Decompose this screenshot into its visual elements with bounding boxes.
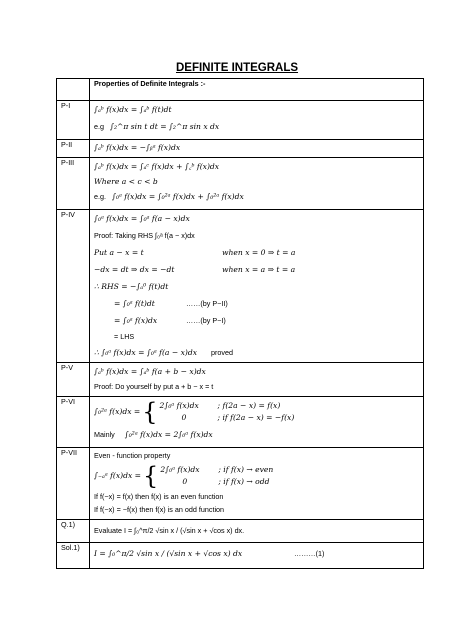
table-row: [57, 520, 424, 543]
property-body: [90, 210, 424, 363]
question-label: Q.1): [57, 520, 90, 543]
table-header-row: [57, 79, 424, 101]
property-body: [90, 158, 424, 210]
property-label: P-III: [57, 158, 90, 210]
step-formula: = LHS: [114, 332, 135, 342]
table-row: [57, 158, 424, 210]
step-formula: = ∫₀ᵃ f(x)dx: [114, 315, 158, 325]
property-body: [90, 448, 424, 520]
property-label: P-II: [57, 140, 90, 158]
table-row: [57, 363, 424, 397]
table-row: [57, 210, 424, 363]
property-label: P-I: [57, 101, 90, 140]
proved-label: proved: [211, 348, 233, 358]
property-label: P-VII: [57, 448, 90, 520]
formula: ∫ₐᵇ f(x)dx = −∫ᵦᵃ f(x)dx: [94, 143, 181, 153]
case-condition: ; if f(x) → odd: [218, 477, 270, 487]
document-title: DEFINITE INTEGRALS: [175, 62, 299, 74]
case-condition: ; f(2a − x) = f(x): [217, 401, 281, 411]
solution-formula: I = ∫₀^π/2 √sin x / (√sin x + √cos x) dx: [94, 549, 243, 559]
odd-definition: If f(−x) = −f(x) then f(x) is an odd function: [94, 504, 225, 514]
property-label: P-VI: [57, 397, 90, 448]
example-label: e.g.: [94, 192, 106, 202]
property-body: [90, 363, 424, 397]
differential-step: −dx = dt ⇒ dx = −dt: [94, 264, 175, 274]
proof-line: Proof: Taking RHS ∫₀ᵃ f(a − x)dx: [94, 230, 195, 240]
property-body: [90, 101, 424, 140]
piecewise-lhs: ∫₋ₐᵃ f(x)dx =: [94, 471, 142, 481]
case-condition: ; if f(x) → even: [218, 465, 274, 475]
table-row: [57, 448, 424, 520]
equation-tag: ………(1): [294, 549, 325, 559]
formula: ∫ₐᵇ f(x)dx = ∫ₐᶜ f(x)dx + ∫꜀ᵇ f(x)dx: [94, 161, 220, 171]
rhs-line: ∴ RHS = −∫ₐ⁰ f(t)dt: [94, 281, 169, 291]
question-body: [90, 520, 424, 543]
formula: ∫ₐᵇ f(x)dx = ∫ₐᵇ f(a + b − x)dx: [94, 366, 206, 376]
table-header: Properties of Definite Integrals :-: [90, 79, 424, 101]
step-formula: = ∫₀ᵃ f(t)dt: [114, 298, 155, 308]
example-label: e.g: [94, 121, 104, 131]
substitution: Put a − x = t: [94, 247, 144, 257]
mainly-label: Mainly: [94, 430, 115, 440]
limit-note: when x = 0 ⇒ t = a: [222, 247, 296, 257]
proof-line: Proof: Do yourself by put a + b − x = t: [94, 381, 214, 391]
table-row: [57, 397, 424, 448]
step-note: ……(by P−II): [186, 298, 228, 308]
formula: ∫ₐᵇ f(x)dx = ∫ₐᵇ f(t)dt: [94, 105, 172, 115]
piecewise-lhs: ∫₀²ᵃ f(x)dx =: [94, 407, 141, 417]
case-formula: 0: [182, 477, 188, 487]
property-body: [90, 397, 424, 448]
case-formula: 2∫₀ᵃ f(x)dx: [159, 401, 199, 411]
conclusion: ∴ ∫₀ᵃ f(x)dx = ∫₀ᵃ f(a − x)dx: [94, 348, 198, 358]
mainly-formula: ∫₀²ᵃ f(x)dx = 2∫₀ᵃ f(x)dx: [124, 430, 213, 440]
property-body: [90, 140, 424, 158]
example-formula: ∫₀ᵃ f(x)dx = ∫₀²ᵃ f(x)dx + ∫₀²ᵃ f(x)dx: [112, 192, 244, 202]
properties-table: [56, 78, 424, 569]
example-formula: ∫₂^π sin t dt = ∫₂^π sin x dx: [110, 121, 220, 131]
table-row: [57, 140, 424, 158]
table-row: [57, 543, 424, 569]
question-text: Evaluate I = ∫₀^π/2 √sin x / (√sin x + √cos x) dx.: [94, 525, 245, 535]
table-row: [57, 101, 424, 140]
formula: ∫₀ᵃ f(x)dx = ∫₀ᵃ f(a − x)dx: [94, 214, 190, 224]
left-brace-icon: {: [143, 462, 159, 490]
condition: Where a < c < b: [94, 176, 158, 186]
left-brace-icon: {: [142, 398, 158, 426]
property-label: P-V: [57, 363, 90, 397]
even-definition: If f(−x) = f(x) then f(x) is an even function: [94, 491, 224, 501]
solution-label: Sol.1): [57, 543, 90, 569]
property-label: P-IV: [57, 210, 90, 363]
case-formula: 2∫₀ᵃ f(x)dx: [160, 465, 200, 475]
case-formula: 0: [181, 413, 187, 423]
solution-body: [90, 543, 424, 569]
limit-note: when x = a ⇒ t = a: [222, 264, 296, 274]
case-condition: ; if f(2a − x) = −f(x): [217, 413, 295, 423]
step-note: ……(by P−I): [186, 315, 226, 325]
property-heading: Even - function property: [94, 450, 171, 460]
